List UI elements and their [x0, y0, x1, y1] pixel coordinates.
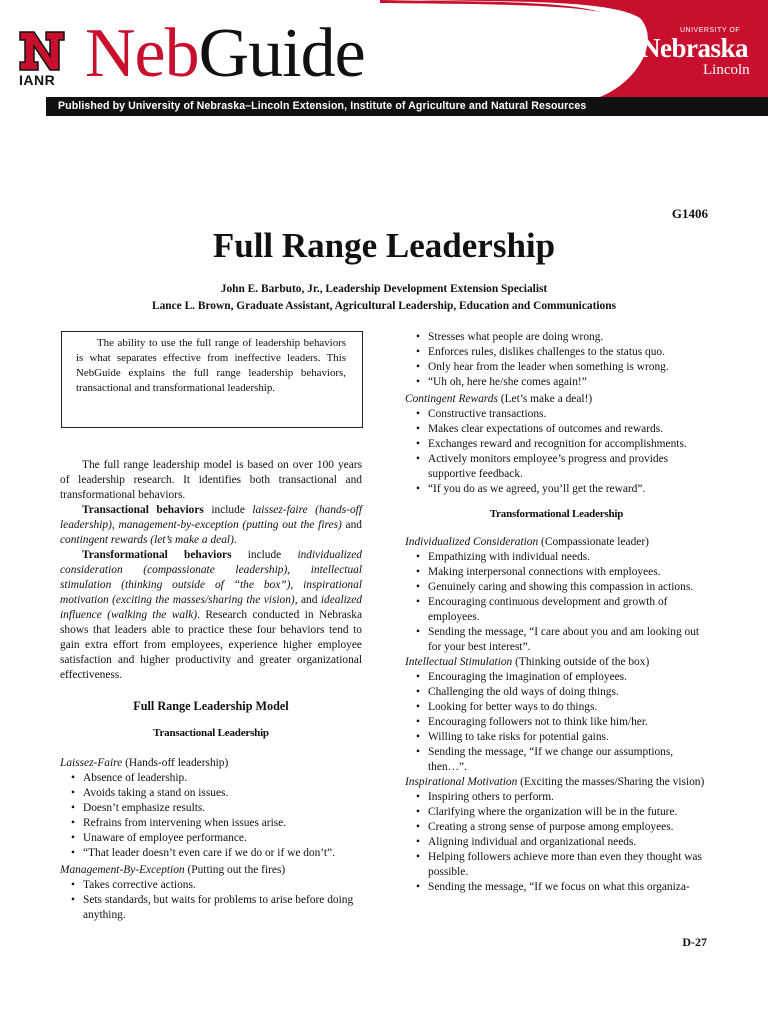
list-item-text: Empathizing with individual needs. — [428, 551, 590, 563]
list-item-text: Constructive transactions. — [428, 408, 547, 420]
bullet-icon: • — [416, 671, 420, 683]
list-item-text: Inspiring others to perform. — [428, 791, 554, 803]
bullet-icon: • — [416, 438, 420, 450]
bullet-icon: • — [416, 596, 420, 608]
laissez-faire-term: Laissez-Faire — [60, 757, 123, 769]
list-item — [405, 850, 708, 880]
mbe-list — [60, 878, 362, 923]
transformational-mid: include — [231, 549, 298, 561]
list-item-text: Refrains from intervening when issues arise. — [83, 817, 287, 829]
mbe-desc: (Putting out the fires) — [184, 864, 286, 876]
bullet-icon: • — [416, 566, 420, 578]
list-item-text: Challenging the old ways of doing things. — [428, 686, 619, 698]
contingent-rewards-list — [405, 407, 708, 497]
bullet-icon: • — [71, 772, 75, 784]
list-item — [405, 565, 708, 580]
bullet-icon: • — [416, 746, 420, 758]
list-item — [405, 880, 708, 895]
list-item-text: “Uh oh, here he/she comes again!” — [428, 376, 587, 388]
list-item — [405, 452, 708, 482]
bullet-icon: • — [71, 879, 75, 891]
abstract-text: The ability to use the full range of leadership behaviors is what separates effective from ineffective leaders. This NebGuide explains the full range leadership behaviors, transactional and transformational leadership. — [76, 337, 346, 394]
document-title: Full Range Leadership — [212, 226, 556, 265]
list-item-text: Clarifying where the organization will be in the future. — [428, 806, 678, 818]
list-item-text: Only hear from the leader when something is wrong. — [428, 361, 669, 373]
n-logo-icon — [18, 30, 66, 72]
document-code: G1406 — [671, 206, 708, 221]
bullet-icon: • — [71, 817, 75, 829]
list-item — [60, 801, 362, 816]
brand-neb: Neb — [85, 15, 199, 92]
transformational-italic1: individualized consideration (compassionate leadership), intellectual stimulation (thinking outside of “the box”), inspirational motivation (exciting the masses/sharing the vision), — [60, 549, 362, 606]
contingent-rewards-term: Contingent Rewards — [405, 393, 498, 405]
list-item — [60, 831, 362, 846]
list-item — [405, 625, 708, 655]
ic-term: Individualized Consideration — [405, 536, 539, 548]
list-item — [405, 345, 708, 360]
transactional-heading: Transactional Leadership — [153, 727, 269, 739]
bullet-icon: • — [71, 832, 75, 844]
list-item — [405, 820, 708, 835]
list-item — [405, 437, 708, 452]
im-term: Inspirational Motivation — [405, 776, 518, 788]
bullet-icon: • — [416, 821, 420, 833]
list-item — [405, 407, 708, 422]
bullet-icon: • — [416, 686, 420, 698]
transactional-italic: laissez-faire (hands-off leadership), management-by-exception (putting out the fires) — [60, 504, 362, 531]
list-item-text: Sets standards, but waits for problems to arise before doing anything. — [83, 894, 354, 921]
list-item-text: Actively monitors employee’s progress and provides supportive feedback. — [428, 453, 669, 480]
list-item — [405, 835, 708, 850]
transactional-mid: include — [203, 504, 253, 516]
transactional-end: . — [233, 534, 237, 546]
laissez-faire-list — [60, 771, 362, 861]
list-item — [60, 816, 362, 831]
bullet-icon: • — [416, 806, 420, 818]
im-list — [405, 790, 708, 895]
author-2: Lance L. Brown, Graduate Assistant, Agricultural Leadership, Education and Communications — [151, 300, 616, 312]
laissez-faire-label — [60, 756, 362, 771]
list-item — [405, 790, 708, 805]
list-item — [405, 700, 708, 715]
transformational-and: and — [297, 594, 321, 606]
list-item-text: Avoids taking a stand on issues. — [83, 787, 229, 799]
transactional-lead: Transactional behaviors — [82, 504, 204, 516]
published-by-text: Published by University of Nebraska–Lincoln Extension, Institute of Agriculture and Natural Resources — [58, 100, 587, 112]
list-item-text: Aligning individual and organizational needs. — [428, 836, 637, 848]
is-list — [405, 670, 708, 775]
list-item-text: Creating a strong sense of purpose among employees. — [428, 821, 674, 833]
ic-list — [405, 550, 708, 655]
list-item-text: Sending the message, “If we focus on what this organiza- — [428, 881, 690, 893]
mbe-continued-list — [405, 330, 708, 390]
bullet-icon: • — [416, 851, 420, 863]
list-item-text: Encouraging continuous development and growth of employees. — [428, 596, 668, 623]
list-item-text: Doesn’t emphasize results. — [83, 802, 206, 814]
transactional-paragraph — [60, 503, 362, 548]
transformational-lead: Transformational behaviors — [82, 549, 232, 561]
bullet-icon: • — [416, 346, 420, 358]
transformational-heading: Transformational Leadership — [489, 508, 624, 520]
is-term: Intellectual Stimulation — [405, 656, 513, 668]
bullet-icon: • — [71, 847, 75, 859]
list-item — [405, 685, 708, 700]
transformational-paragraph — [60, 548, 362, 683]
list-item-text: Absence of leadership. — [83, 772, 188, 784]
list-item-text: Making interpersonal connections with employees. — [428, 566, 661, 578]
intro-paragraph: The full range leadership model is based on over 100 years of leadership research. It identifies both transactional and transformational behaviors. — [60, 459, 362, 501]
list-item — [405, 375, 708, 390]
bullet-icon: • — [416, 453, 420, 465]
university-name: Nebraska — [641, 33, 749, 63]
list-item — [405, 745, 708, 775]
bullet-icon: • — [416, 731, 420, 743]
mbe-label — [60, 863, 362, 878]
list-item — [60, 786, 362, 801]
mbe-term: Management-By-Exception — [60, 864, 185, 876]
im-label — [405, 775, 708, 790]
bullet-icon: • — [416, 408, 420, 420]
bullet-icon: • — [416, 483, 420, 495]
list-item — [60, 893, 362, 923]
im-desc: (Exciting the masses/Sharing the vision) — [517, 776, 705, 788]
bullet-icon: • — [416, 361, 420, 373]
list-item-text: “That leader doesn’t even care if we do or if we don’t”. — [83, 847, 335, 859]
list-item-text: Sending the message, “If we change our assumptions, then…”. — [428, 746, 674, 773]
list-item — [60, 771, 362, 786]
bullet-icon: • — [416, 881, 420, 893]
transformational-italic2: idealized influence (walking the walk) — [60, 594, 362, 621]
bullet-icon: • — [416, 701, 420, 713]
list-item — [405, 730, 708, 745]
bullet-icon: • — [416, 716, 420, 728]
list-item — [405, 805, 708, 820]
bullet-icon: • — [416, 791, 420, 803]
list-item-text: Enforces rules, dislikes challenges to the status quo. — [428, 346, 665, 358]
ic-desc: (Compassionate leader) — [538, 536, 649, 548]
brand-guide: Guide — [198, 15, 365, 92]
list-item-text: Looking for better ways to do things. — [428, 701, 598, 713]
bullet-icon: • — [416, 626, 420, 638]
list-item-text: “If you do as we agreed, you’ll get the reward”. — [428, 483, 646, 495]
page-number: D-27 — [682, 935, 707, 949]
list-item-text: Unaware of employee performance. — [83, 832, 247, 844]
university-city: Lincoln — [703, 62, 750, 78]
laissez-faire-desc: (Hands-off leadership) — [122, 757, 229, 769]
list-item-text: Helping followers achieve more than even they thought was possible. — [428, 851, 702, 878]
ianr-label: IANR — [19, 72, 56, 88]
is-label — [405, 655, 708, 670]
list-item — [405, 580, 708, 595]
list-item-text: Stresses what people are doing wrong. — [428, 331, 604, 343]
list-item-text: Encouraging followers not to think like him/her. — [428, 716, 648, 728]
list-item — [405, 482, 708, 497]
contingent-rewards-label — [405, 392, 708, 407]
bullet-icon: • — [416, 423, 420, 435]
right-column — [405, 330, 708, 895]
list-item — [405, 330, 708, 345]
bullet-icon: • — [416, 581, 420, 593]
model-heading: Full Range Leadership Model — [133, 699, 289, 713]
list-item — [60, 846, 362, 861]
left-column — [60, 458, 362, 923]
university-of-label: UNIVERSITY OF — [680, 27, 741, 34]
bullet-icon: • — [416, 331, 420, 343]
contingent-rewards-desc: (Let’s make a deal!) — [497, 393, 593, 405]
list-item — [405, 550, 708, 565]
transactional-italic2: contingent rewards (let’s make a deal) — [60, 534, 234, 546]
is-desc: (Thinking outside of the box) — [512, 656, 650, 668]
bullet-icon: • — [71, 802, 75, 814]
bullet-icon: • — [71, 787, 75, 799]
list-item — [405, 422, 708, 437]
list-item — [405, 670, 708, 685]
list-item-text: Exchanges reward and recognition for accomplishments. — [428, 438, 687, 450]
bullet-icon: • — [71, 894, 75, 906]
ic-label — [405, 535, 708, 550]
list-item-text: Makes clear expectations of outcomes and rewards. — [428, 423, 663, 435]
bullet-icon: • — [416, 376, 420, 388]
list-item-text: Willing to take risks for potential gains. — [428, 731, 609, 743]
list-item-text: Encouraging the imagination of employees. — [428, 671, 627, 683]
nebguide-wordmark — [85, 14, 365, 94]
list-item — [405, 595, 708, 625]
list-item — [405, 360, 708, 375]
transformational-end: . Research conducted in Nebraska shows that leaders able to practice these four behaviors tend to gain extra effort from employees, experience higher employee satisfaction and higher productivity and greater organizational effectiveness. — [60, 609, 362, 681]
transactional-and: and — [341, 519, 363, 531]
bullet-icon: • — [416, 836, 420, 848]
list-item — [60, 878, 362, 893]
bullet-icon: • — [416, 551, 420, 563]
list-item-text: Sending the message, “I care about you and am looking out for your best interest”. — [428, 626, 700, 653]
list-item — [405, 715, 708, 730]
author-1: John E. Barbuto, Jr., Leadership Development Extension Specialist — [220, 283, 548, 295]
list-item-text: Takes corrective actions. — [83, 879, 196, 891]
list-item-text: Genuinely caring and showing this compassion in actions. — [428, 581, 694, 593]
